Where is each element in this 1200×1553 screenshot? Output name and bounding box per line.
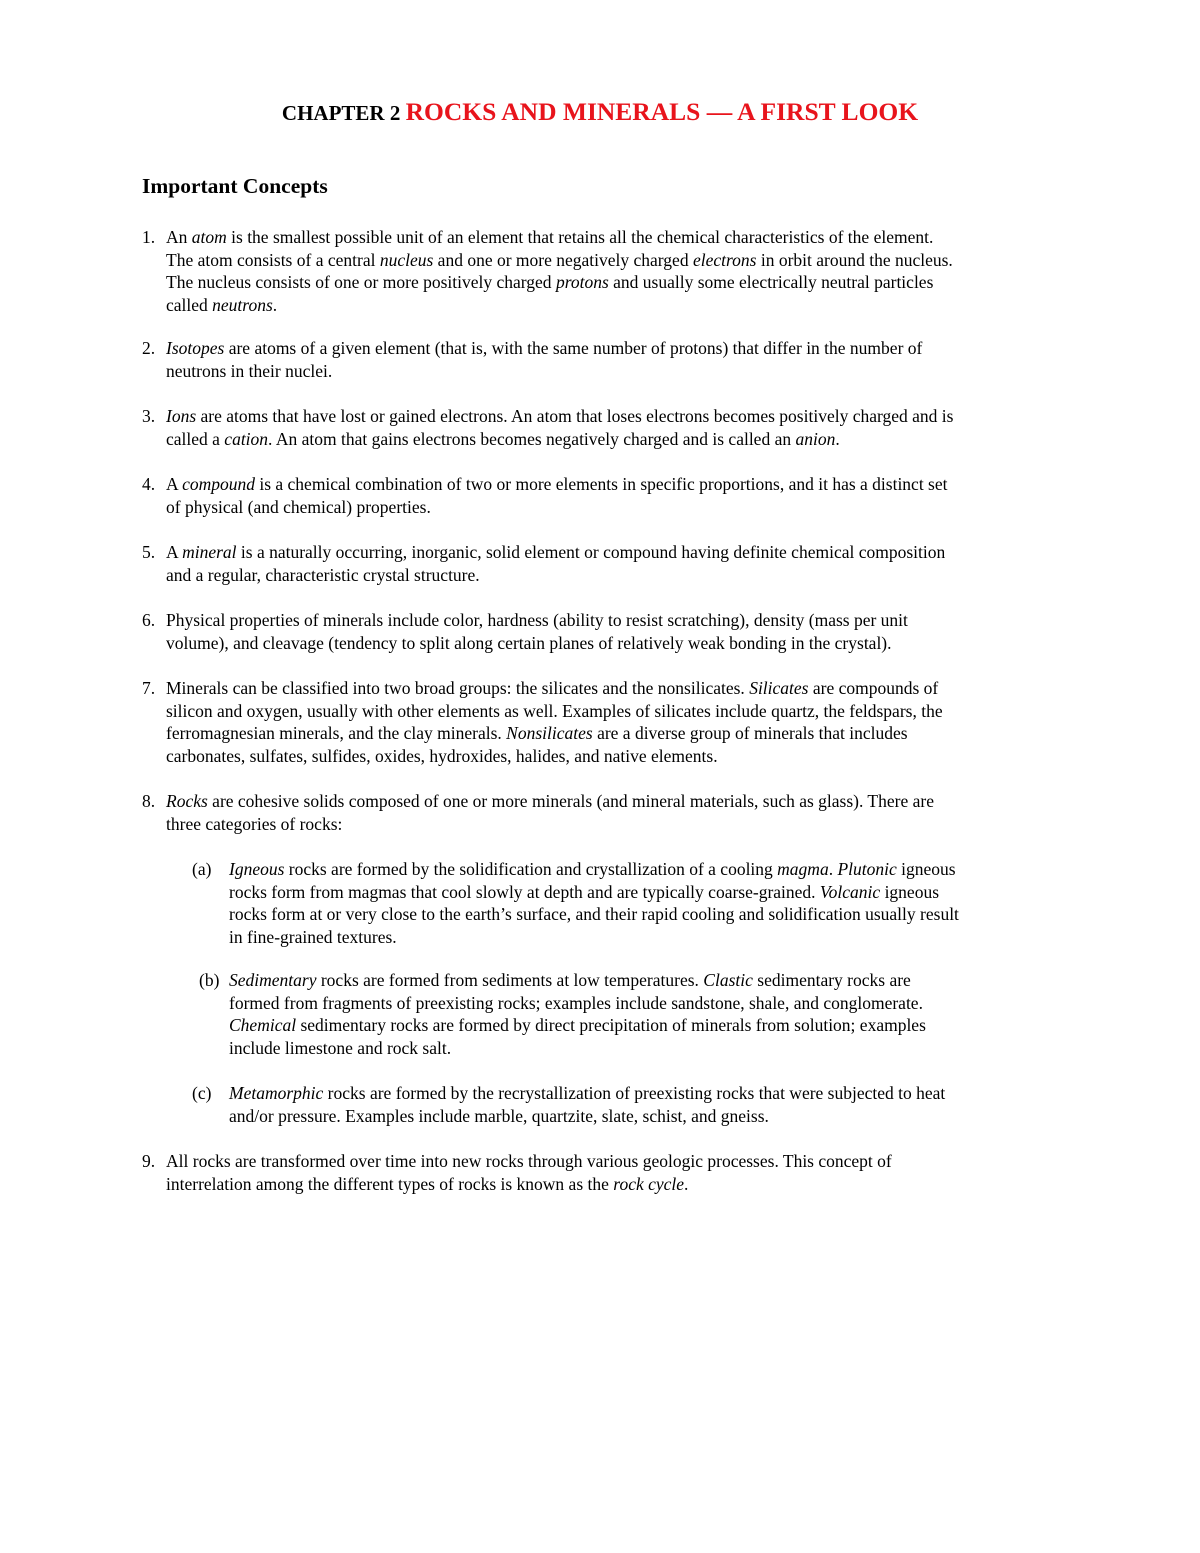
term: atom — [191, 227, 227, 247]
text-run: . — [272, 294, 278, 315]
concept-text-line — [166, 405, 953, 428]
term: nucleus — [379, 249, 434, 270]
concept-number: (a) — [192, 859, 212, 879]
term: Silicates — [749, 678, 809, 698]
term: magma — [777, 859, 829, 879]
text-run: . — [835, 428, 840, 449]
concept-number: 8. — [142, 791, 156, 811]
concept-text-line — [229, 969, 911, 992]
text-run: are cohesive solids composed of one or more minerals (and mineral materials, such as glass). There are — [207, 791, 934, 811]
text-run: is the smallest possible unit of an element that retains all the chemical characteristics of the element. — [226, 227, 934, 247]
concept-number: 2. — [142, 338, 156, 358]
term: cation — [224, 428, 269, 449]
text-run: are atoms that have lost or gained electrons. An atom that loses electrons becomes positively charged and is — [196, 406, 954, 426]
concept-text-line — [166, 632, 892, 655]
text-run: rocks are formed by the recrystallization of preexisting rocks that were subjected to heat — [323, 1083, 946, 1103]
concept-text-line — [166, 428, 840, 451]
concept-text-line — [229, 1105, 769, 1128]
concept-text-line — [166, 790, 934, 813]
concept-number: 3. — [142, 406, 156, 426]
term: Nonsilicates — [506, 723, 593, 744]
text-run: A — [166, 474, 183, 494]
text-run: A — [166, 542, 183, 562]
concept-text-line — [229, 881, 939, 904]
concept-text-line — [166, 722, 908, 745]
text-run: carbonates, sulfates, sulfides, oxides, hydroxides, halides, and native elements. — [166, 745, 718, 766]
concept-text-line — [229, 1082, 945, 1105]
concept-text-line — [166, 226, 933, 249]
term: Igneous — [229, 859, 285, 879]
chapter-number: CHAPTER 2 — [281, 101, 406, 125]
concept-number: 9. — [142, 1151, 156, 1171]
text-run: are atoms of a given element (that is, with the same number of protons) that differ in the number of — [224, 338, 923, 358]
term: Metamorphic — [229, 1083, 324, 1103]
concept-number: 7. — [142, 678, 156, 698]
term: mineral — [182, 542, 237, 562]
text-run: called — [166, 294, 213, 315]
text-run: neutrons in their nuclei. — [166, 360, 333, 381]
concept-text-line — [229, 1014, 926, 1037]
concept-text-line — [166, 700, 943, 723]
text-run: igneous — [880, 881, 940, 902]
text-run: and usually some electrically neutral particles — [608, 272, 934, 293]
text-run: in orbit around the nucleus. — [756, 249, 953, 270]
text-run: An — [166, 227, 192, 247]
concept-text-line — [166, 496, 431, 519]
term: Plutonic — [837, 859, 897, 879]
term: Clastic — [703, 970, 753, 990]
concept-number: 5. — [142, 542, 156, 562]
term: anion — [795, 428, 836, 449]
concept-text-line — [166, 609, 908, 632]
text-run: is a naturally occurring, inorganic, solid element or compound having definite chemical composition — [236, 542, 946, 562]
term: Rocks — [166, 791, 208, 811]
text-run: and a regular, characteristic crystal structure. — [166, 564, 480, 585]
text-run: Physical properties of minerals include color, hardness (ability to resist scratching), density (mass per unit — [166, 610, 908, 630]
term: Ions — [166, 406, 197, 426]
text-run: All rocks are transformed over time into new rocks through various geologic processes. This concept of — [166, 1151, 892, 1171]
text-run: rocks are formed by the solidification and crystallization of a cooling — [284, 859, 778, 879]
text-run: interrelation among the different types of rocks is known as the — [166, 1173, 614, 1194]
term: electrons — [692, 249, 757, 270]
concept-text-line — [229, 858, 956, 881]
text-run: volume), and cleavage (tendency to split along certain planes of relatively weak bonding in the crystal). — [166, 632, 892, 653]
text-run: formed from fragments of preexisting rocks; examples include sandstone, shale, and conglomerate. — [229, 992, 923, 1013]
section-heading: Important Concepts — [142, 174, 328, 198]
concept-text-line — [166, 337, 922, 360]
text-run: sedimentary rocks are formed by direct precipitation of minerals from solution; examples — [296, 1015, 926, 1036]
concept-text-line — [166, 745, 718, 768]
concept-text-line — [166, 249, 953, 272]
concept-number: 1. — [142, 227, 156, 247]
text-run: of physical (and chemical) properties. — [166, 496, 431, 517]
concept-text-line — [229, 926, 397, 949]
text-run: The atom consists of a central — [166, 249, 380, 270]
text-run: is a chemical combination of two or more elements in specific proportions, and it has a distinct set — [254, 474, 948, 494]
text-run: called a — [166, 428, 225, 449]
text-run: include limestone and rock salt. — [229, 1037, 452, 1058]
concept-number: (b) — [199, 970, 220, 990]
term: Sedimentary — [229, 970, 317, 990]
text-run: ferromagnesian minerals, and the clay minerals. — [166, 723, 507, 744]
concept-text-line — [166, 360, 332, 383]
concept-number: 6. — [142, 610, 156, 630]
text-run: silicon and oxygen, usually with other elements as well. Examples of silicates include quartz, the feldspars, the — [166, 700, 943, 721]
concept-text-line — [166, 564, 480, 587]
concept-text-line — [166, 294, 277, 317]
text-run: rocks form from magmas that cool slowly at depth and are typically coarse-grained. — [229, 881, 820, 902]
term: rock cycle — [613, 1173, 685, 1194]
chapter-title-main: ROCKS AND MINERALS — A FIRST LOOK — [405, 97, 919, 126]
text-run: The nucleus consists of one or more positively charged — [166, 272, 556, 293]
text-run: are a diverse group of minerals that includes — [592, 723, 908, 744]
concept-text-line — [166, 541, 945, 564]
term: Isotopes — [166, 338, 225, 358]
concept-text-line — [166, 813, 342, 836]
concept-number: (c) — [192, 1083, 212, 1103]
concept-number: 4. — [142, 474, 156, 494]
text-run: igneous — [896, 859, 956, 879]
text-run: and/or pressure. Examples include marble, quartzite, slate, schist, and gneiss. — [229, 1105, 769, 1126]
text-run: Minerals can be classified into two broad groups: the silicates and the nonsilicates. — [166, 678, 750, 698]
text-run: in fine-grained textures. — [229, 926, 397, 947]
term: Chemical — [229, 1015, 297, 1036]
concept-text-line — [229, 903, 959, 926]
text-run: three categories of rocks: — [166, 813, 343, 834]
chapter-title — [0, 97, 1200, 127]
term: protons — [555, 272, 609, 293]
term: neutrons — [212, 294, 273, 315]
concept-text-line — [166, 677, 938, 700]
concept-text-line — [166, 1173, 688, 1196]
concept-text-line — [229, 1037, 451, 1060]
concept-text-line — [166, 271, 933, 294]
concept-text-line — [166, 1150, 892, 1173]
concept-text-line — [166, 473, 948, 496]
text-run: . An atom that gains electrons becomes negatively charged and is called an — [268, 428, 796, 449]
concept-text-line — [229, 992, 923, 1015]
text-run: sedimentary rocks are — [752, 970, 911, 990]
text-run: and one or more negatively charged — [433, 249, 693, 270]
text-run: rocks form at or very close to the earth’s surface, and their rapid cooling and solidification usually result — [229, 904, 959, 925]
term: compound — [182, 474, 255, 494]
text-run: are compounds of — [808, 678, 939, 698]
text-run: rocks are formed from sediments at low temperatures. — [316, 970, 704, 990]
text-run: . — [828, 859, 838, 879]
text-run: . — [684, 1173, 689, 1194]
term: Volcanic — [819, 881, 881, 902]
